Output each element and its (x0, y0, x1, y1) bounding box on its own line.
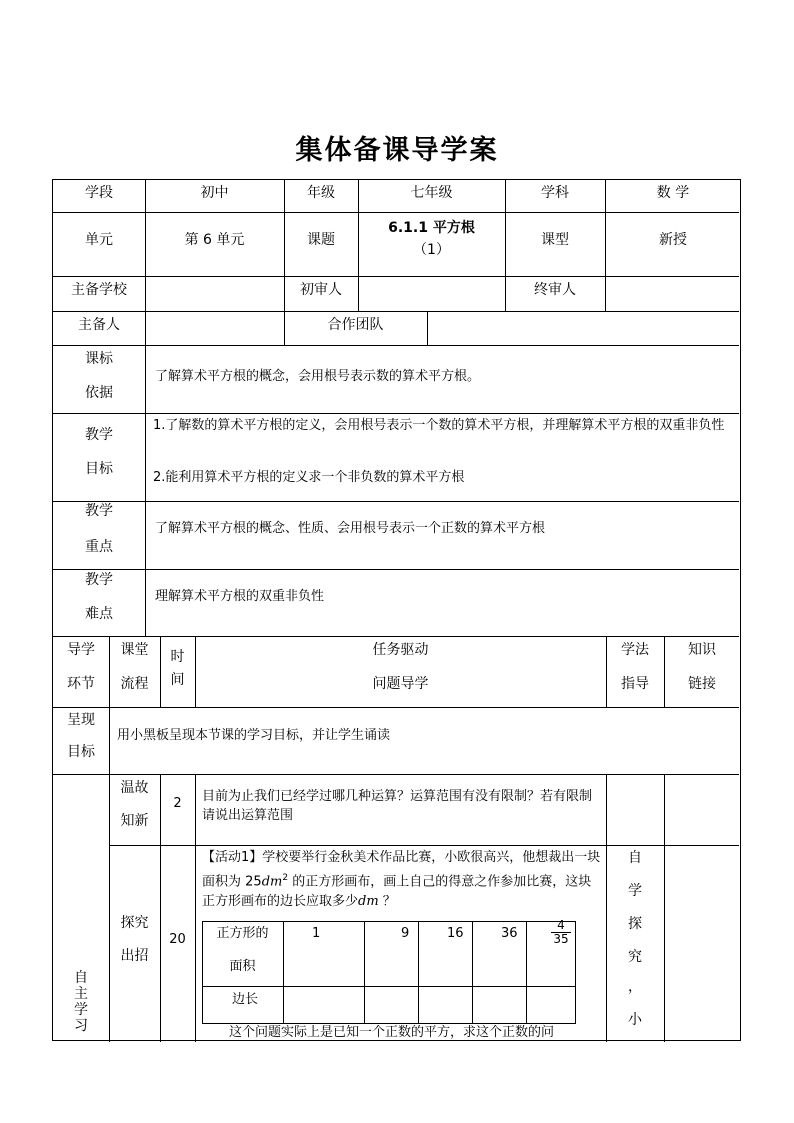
label-grade: 年级 (307, 185, 335, 201)
explore-label-2: 出招 (120, 948, 149, 964)
label-key-2: 重点 (85, 539, 113, 555)
method-char-2: 学 (628, 883, 642, 899)
value-grade: 七年级 (410, 185, 453, 201)
fraction-denominator: 35 (553, 932, 569, 946)
header-method-2: 指导 (621, 676, 649, 692)
page-title: 集体备课导学案 (295, 135, 499, 166)
label-team: 合作团队 (327, 317, 384, 333)
review-label-1: 温故 (120, 780, 149, 796)
header-flow-1: 课堂 (120, 642, 149, 658)
self-study-label-4: 习 (74, 1018, 88, 1034)
lesson-plan-table (52, 179, 741, 1041)
area-value-2: 9 (401, 926, 410, 941)
self-study-label-2: 主 (74, 986, 88, 1002)
value-unit: 第 6 单元 (184, 232, 245, 248)
label-key-1: 教学 (85, 503, 113, 519)
label-diff-1: 教学 (85, 572, 113, 588)
goal-2: 2.能利用算术平方根的定义求一个非负数的算术平方根 (153, 470, 465, 485)
key-text: 了解算术平方根的概念、性质、会用根号表示一个正数的算术平方根 (155, 521, 546, 536)
bottom-text: 这个问题实际上是已知一个正数的平方，求这个正数的问 (229, 1025, 555, 1040)
label-diff-2: 难点 (85, 606, 113, 622)
area-table (202, 918, 576, 1024)
label-first-reviewer: 初审人 (300, 282, 342, 298)
method-char-6: 小 (628, 1012, 642, 1028)
label-type: 课型 (541, 232, 569, 248)
present-text: 用小黑板呈现本节课的学习目标，并让学生诵读 (117, 728, 391, 743)
value-topic-line2: （1） (413, 242, 450, 258)
self-study-label-1: 自 (74, 970, 88, 986)
method-char-4: 究 (628, 949, 642, 965)
area-value-4: 36 (501, 926, 518, 941)
present-label-1: 呈现 (67, 712, 95, 728)
self-study-label-3: 学 (74, 1002, 88, 1018)
area-head-2: 面积 (229, 959, 256, 974)
label-school: 主备学校 (71, 282, 127, 298)
diff-text: 理解算术平方根的双重非负性 (155, 589, 325, 604)
method-char-1: 自 (628, 850, 642, 866)
review-text: 目前为止我们已经学过哪几种运算？运算范围有没有限制？若有限制请说出运算范围 (202, 789, 593, 823)
header-stage-2: 环节 (67, 676, 95, 692)
value-topic-line1: 6.1.1 平方根 (388, 220, 475, 236)
label-goal-2: 目标 (85, 461, 113, 477)
method-char-5: ， (628, 979, 642, 995)
header-task-2: 问题导学 (372, 676, 429, 692)
review-time: 2 (173, 796, 182, 811)
method-char-3: 探 (628, 916, 642, 932)
label-standard-1: 课标 (85, 351, 113, 367)
header-knowledge-2: 链接 (688, 676, 716, 692)
area-value-fraction (551, 919, 571, 946)
goal-1: 1.了解数的算术平方根的定义，会用根号表示一个数的算术平方根，并理解算术平方根的双重非负性 (153, 418, 725, 433)
side-length-label: 边长 (232, 992, 259, 1007)
explore-time: 20 (169, 932, 186, 947)
label-author: 主备人 (78, 317, 120, 333)
header-method-1: 学法 (621, 642, 649, 658)
label-topic: 课题 (307, 232, 335, 248)
header-time-2: 间 (170, 672, 185, 688)
label-unit: 单元 (85, 232, 113, 248)
header-task-1: 任务驱动 (372, 642, 429, 658)
label-subject: 学科 (541, 185, 569, 201)
label-goal-1: 教学 (85, 427, 113, 443)
area-value-3: 16 (447, 926, 464, 941)
label-standard-2: 依据 (85, 385, 113, 401)
review-label-2: 知新 (120, 813, 149, 829)
value-subject: 数 学 (656, 185, 690, 201)
label-final-reviewer: 终审人 (534, 282, 576, 298)
area-value-1: 1 (312, 926, 321, 941)
present-label-2: 目标 (67, 744, 95, 760)
activity-text: 【活动1】学校要举行金秋美术作品比赛，小欧很高兴，他想裁出一块面积为 $25dm^2$ 的正方形画布，画上自己的得意之作参加比赛，这块正方形画布的边长应取多少dm ？ (202, 850, 601, 910)
label-stage: 学段 (85, 185, 113, 201)
header-knowledge-1: 知识 (688, 642, 716, 658)
area-head-1: 正方形的 (216, 926, 269, 941)
value-stage: 初中 (200, 185, 229, 201)
header-stage-1: 导学 (67, 642, 95, 658)
explore-label-1: 探究 (120, 915, 149, 931)
standard-text: 了解算术平方根的概念，会用根号表示数的算术平方根。 (155, 369, 481, 384)
header-time-1: 时 (170, 649, 185, 665)
header-flow-2: 流程 (120, 676, 149, 692)
fraction-numerator: 4 (551, 919, 571, 933)
value-type: 新授 (659, 232, 687, 248)
